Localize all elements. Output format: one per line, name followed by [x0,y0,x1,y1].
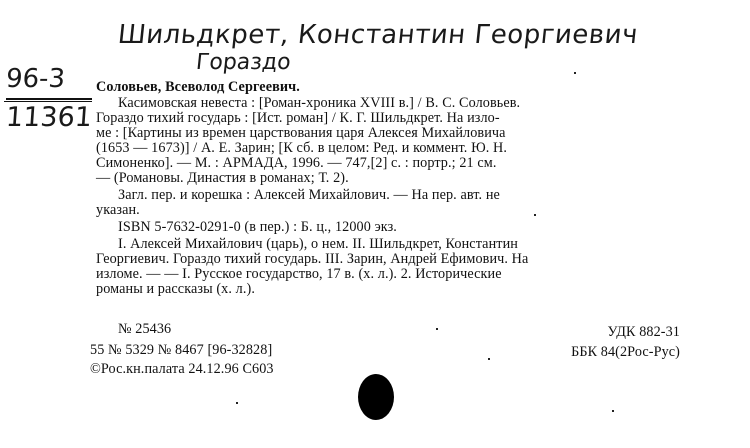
body-line: ме : [Картины из времен царствования царя Алексея Михайловича [96,125,506,141]
body-line: указан. [96,202,140,218]
body-line: Георгиевич. Гораздо тихий государь. III. Зарин, Андрей Ефимович. На [96,251,529,267]
scan-speck [236,402,238,404]
punch-hole [358,374,394,420]
scan-speck [612,410,614,412]
footer-udk: УДК 882-31 [607,324,680,340]
body-line: изломе. — — I. Русское государство, 17 в. (х. л.). 2. Исторические [96,266,502,282]
footer-line2: 55 № 5329 № 8467 [96-32828] [90,342,273,358]
body-line: Касимовская невеста : [Роман-хроника XVIII в.] / В. С. Соловьев. [118,95,521,111]
body-line: (1653 — 1673)] / А. Е. Зарин; [К сб. в целом: Ред. и коммент. Ю. Н. [96,140,508,156]
footer-line3: ©Рос.кн.палата 24.12.96 C603 [90,361,274,377]
body-line: — (Романовы. Династия в романах; Т. 2). [96,170,349,186]
body-line: Гораздо тихий государь : [Ист. роман] / К. Г. Шильдкрет. На изло- [96,110,500,126]
handwritten-inventory-number: 11361 [4,102,93,133]
handwritten-title-word: Гораздо [194,50,293,75]
body-line-isbn: ISBN 5-7632-0291-0 (в пер.) : Б. ц., 12000 экз. [118,219,397,235]
handwritten-author-name: Шильдкрет, Константин Георгиевич [116,20,640,50]
footer-number: № 25436 [118,321,172,337]
handwritten-shelf-mark: 96-3 [4,64,67,94]
handwritten-divider [6,98,92,100]
body-line: I. Алексей Михайлович (царь), о нем. II. Шильдкрет, Константин [118,236,518,252]
scan-speck [574,72,576,74]
body-line: Симоненко]. — М. : АРМАДА, 1996. — 747,[2] с. : портр.; 21 см. [96,155,497,171]
body-line: романы и рассказы (х. л.). [96,281,255,297]
body-line: Загл. пер. и корешка : Алексей Михайлович. — На пер. авт. не [118,187,500,203]
scan-speck [488,358,490,360]
scan-speck [534,214,536,216]
card-heading-author: Соловьев, Всеволод Сергеевич. [96,79,300,95]
footer-bbk: ББК 84(2Рос-Рус) [571,344,680,360]
scan-speck [436,328,438,330]
